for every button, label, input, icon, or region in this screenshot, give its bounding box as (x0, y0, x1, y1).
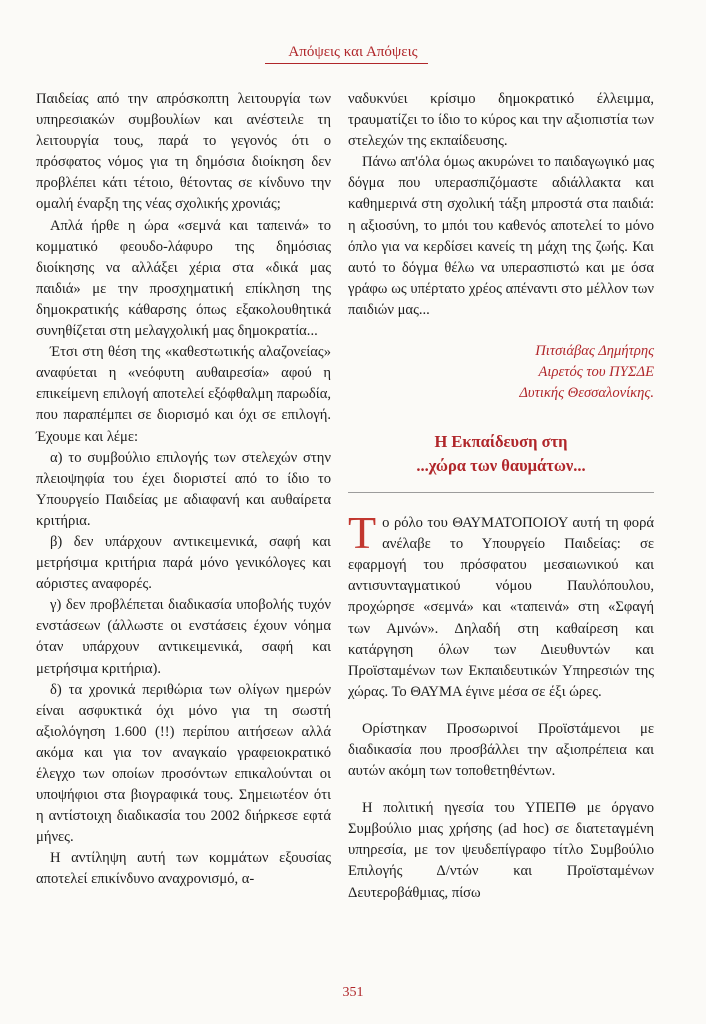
paragraph: Πάνω απ'όλα όμως ακυρώνει το παιδαγωγικό μας δόγμα που υπερασπιζόμαστε αδιάλλακτα και καθημερινά στη σχολική τάξη μπροστά στα παιδιά: η αξιοσύνη, το μπόι του καθενός αποτελεί το μόνο όπλο για να κερδίσει κανείς τη μάχη της ζωής. Και αυτό το δόγμα θέλω να υπερασπιστώ και με όσα γράφω ως υπέρτατο χρέος απέναντι στο μέλλον των παιδιών μας... (348, 154, 654, 318)
author-name: Πιτσιάβας Δημήτρης (535, 343, 654, 360)
right-column (348, 89, 654, 904)
drop-cap: Τ (348, 507, 377, 559)
running-header: Απόψεις και Απόψεις (288, 44, 418, 60)
page-number: 351 (342, 985, 364, 1000)
paragraph: ναδυκνύει κρίσιμο δημοκρατικό έλλειμμα, τραυματίζει το ίδιο το κύρος και την αξιοπιστία των στελεχών της εκπαίδευσης. (348, 91, 654, 150)
article-title (348, 430, 654, 478)
author-role: Αιρετός του ΠΥΣΔΕ (538, 364, 654, 381)
article-paragraph (348, 507, 654, 703)
author-region: Δυτικής Θεσσαλονίκης. (519, 385, 654, 402)
article-paragraph-text: ο ρόλο του ΘΑΥΜΑΤΟΠΟΙΟΥ αυτή τη φορά ανέλαβε το Υπουργείο Παιδείας: σε εφαρμογή του πρόσφατου μεσαιωνικού και αντισυνταγματικού νόμου Παυλόπουλου, προχώρησε «σεμνά» και «ταπεινά» στη «Σφαγή των Αμνών». Δηλαδή στη καθαίρεση και κατάργηση όλων των Διευθυντών και Προϊσταμένων των Εκπαιδευτικών Υπηρεσιών της χώρας. Το ΘΑΥΜΑ έγινε μέσα σε έξι ώρες. (348, 515, 654, 700)
author-signature (348, 341, 654, 404)
article-title-line-1: Η Εκπαίδευση στη (434, 432, 568, 452)
list-item: γ) δεν προβλέπεται διαδικασία υποβολής τυχόν ενστάσεων (άλλωστε οι ενστάσεις έχουν νόημα όταν υπάρχουν αντικειμενικά, σαφή και μετρήσιμα κριτήρια). (36, 597, 331, 677)
title-divider (348, 492, 654, 493)
article-title-line-2: ...χώρα των θαυμάτων... (416, 456, 586, 476)
list-item: β) δεν υπάρχουν αντικειμενικά, σαφή και μετρήσιμα κριτήρια παρά μόνο γενικόλογες και αόριστες αναφορές. (36, 533, 331, 593)
paragraph: Παιδείας από την απρόσκοπτη λειτουργία των υπηρεσιακών συμβουλίων και ανέστειλε τη λειτουργία τους, παρά το γεγονός ότι ο πρόσφατος νόμος για τη δημόσια διοίκηση δεν προβλέπει κάτι τέτοιο, θέτοντας σε κίνδυνο την ομαλή έναρξη της νέας σχολικής χρονιάς; (36, 91, 331, 213)
paragraph: Η αντίληψη αυτή των κομμάτων εξουσίας αποτελεί επικίνδυνο αναχρονισμό, α- (36, 850, 331, 888)
list-item: δ) τα χρονικά περιθώρια των ολίγων ημερών είναι ασφυκτικά όχι μόνο για τη σωστή αξιολόγηση 1.600 (!!) περίπου αιτήσεων αλλά ακόμα και για τον αναγκαίο γραφειοκρατικό έλεγχο των οποίων προσόντων επικαλούνται οι υποψήφιοι στα βιογραφικά τους. Σημειωτέον ότι η αντίστοιχη διαδικασία του 2002 διήρκεσε εφτά μήνες. (36, 681, 331, 846)
paragraph: Απλά ήρθε η ώρα «σεμνά και ταπεινά» το κομματικό φεουδο-λάφυρο της δημόσιας διοίκησης να αλλάξει χέρια στα «δικά μας παιδιά» με την προσχηματική επίκληση της δημοκρατικής κάθαρσης όπως εξακολουθητικά συνηθίζεται στη μελαγχολική μας δημοκρατία... (36, 217, 331, 340)
header-rule (265, 63, 428, 64)
left-column (36, 89, 331, 891)
article-paragraph: Ορίστηκαν Προσωρινοί Προϊστάμενοι με διαδικασία που προσβάλλει την αξιοπρέπεια και αυτών ακόμη των τοποθετηθέντων. (348, 720, 654, 780)
list-item: α) το συμβούλιο επιλογής των στελεχών στην πλειοψηφία του έχει διοριστεί από το ίδιο το Υπουργείο Παιδείας με αδιαφανή και αυθαίρετα κριτήρια. (36, 449, 331, 529)
article-paragraph: Η πολιτική ηγεσία του ΥΠΕΠΘ με όργανο Συμβούλιο μιας χρήσης (ad hoc) σε διατεταγμένη υπηρεσία, με τον ψευδεπίγραφο τίτλο Συμβούλιο Επιλογής Δ/ντών και Προϊσταμένων Δευτεροβάθμιας, πίσω (348, 800, 654, 901)
paragraph: Έτσι στη θέση της «καθεστωτικής αλαζονείας» αναφύεται η «νεόφυτη αυθαιρεσία» αφού η επικείμενη επιλογή αποτελεί εξόφθαλμη παρωδία, που παραπέμπει σε διορισμό και όχι σε επιλογή. Έχουμε και λέμε: (36, 344, 331, 445)
